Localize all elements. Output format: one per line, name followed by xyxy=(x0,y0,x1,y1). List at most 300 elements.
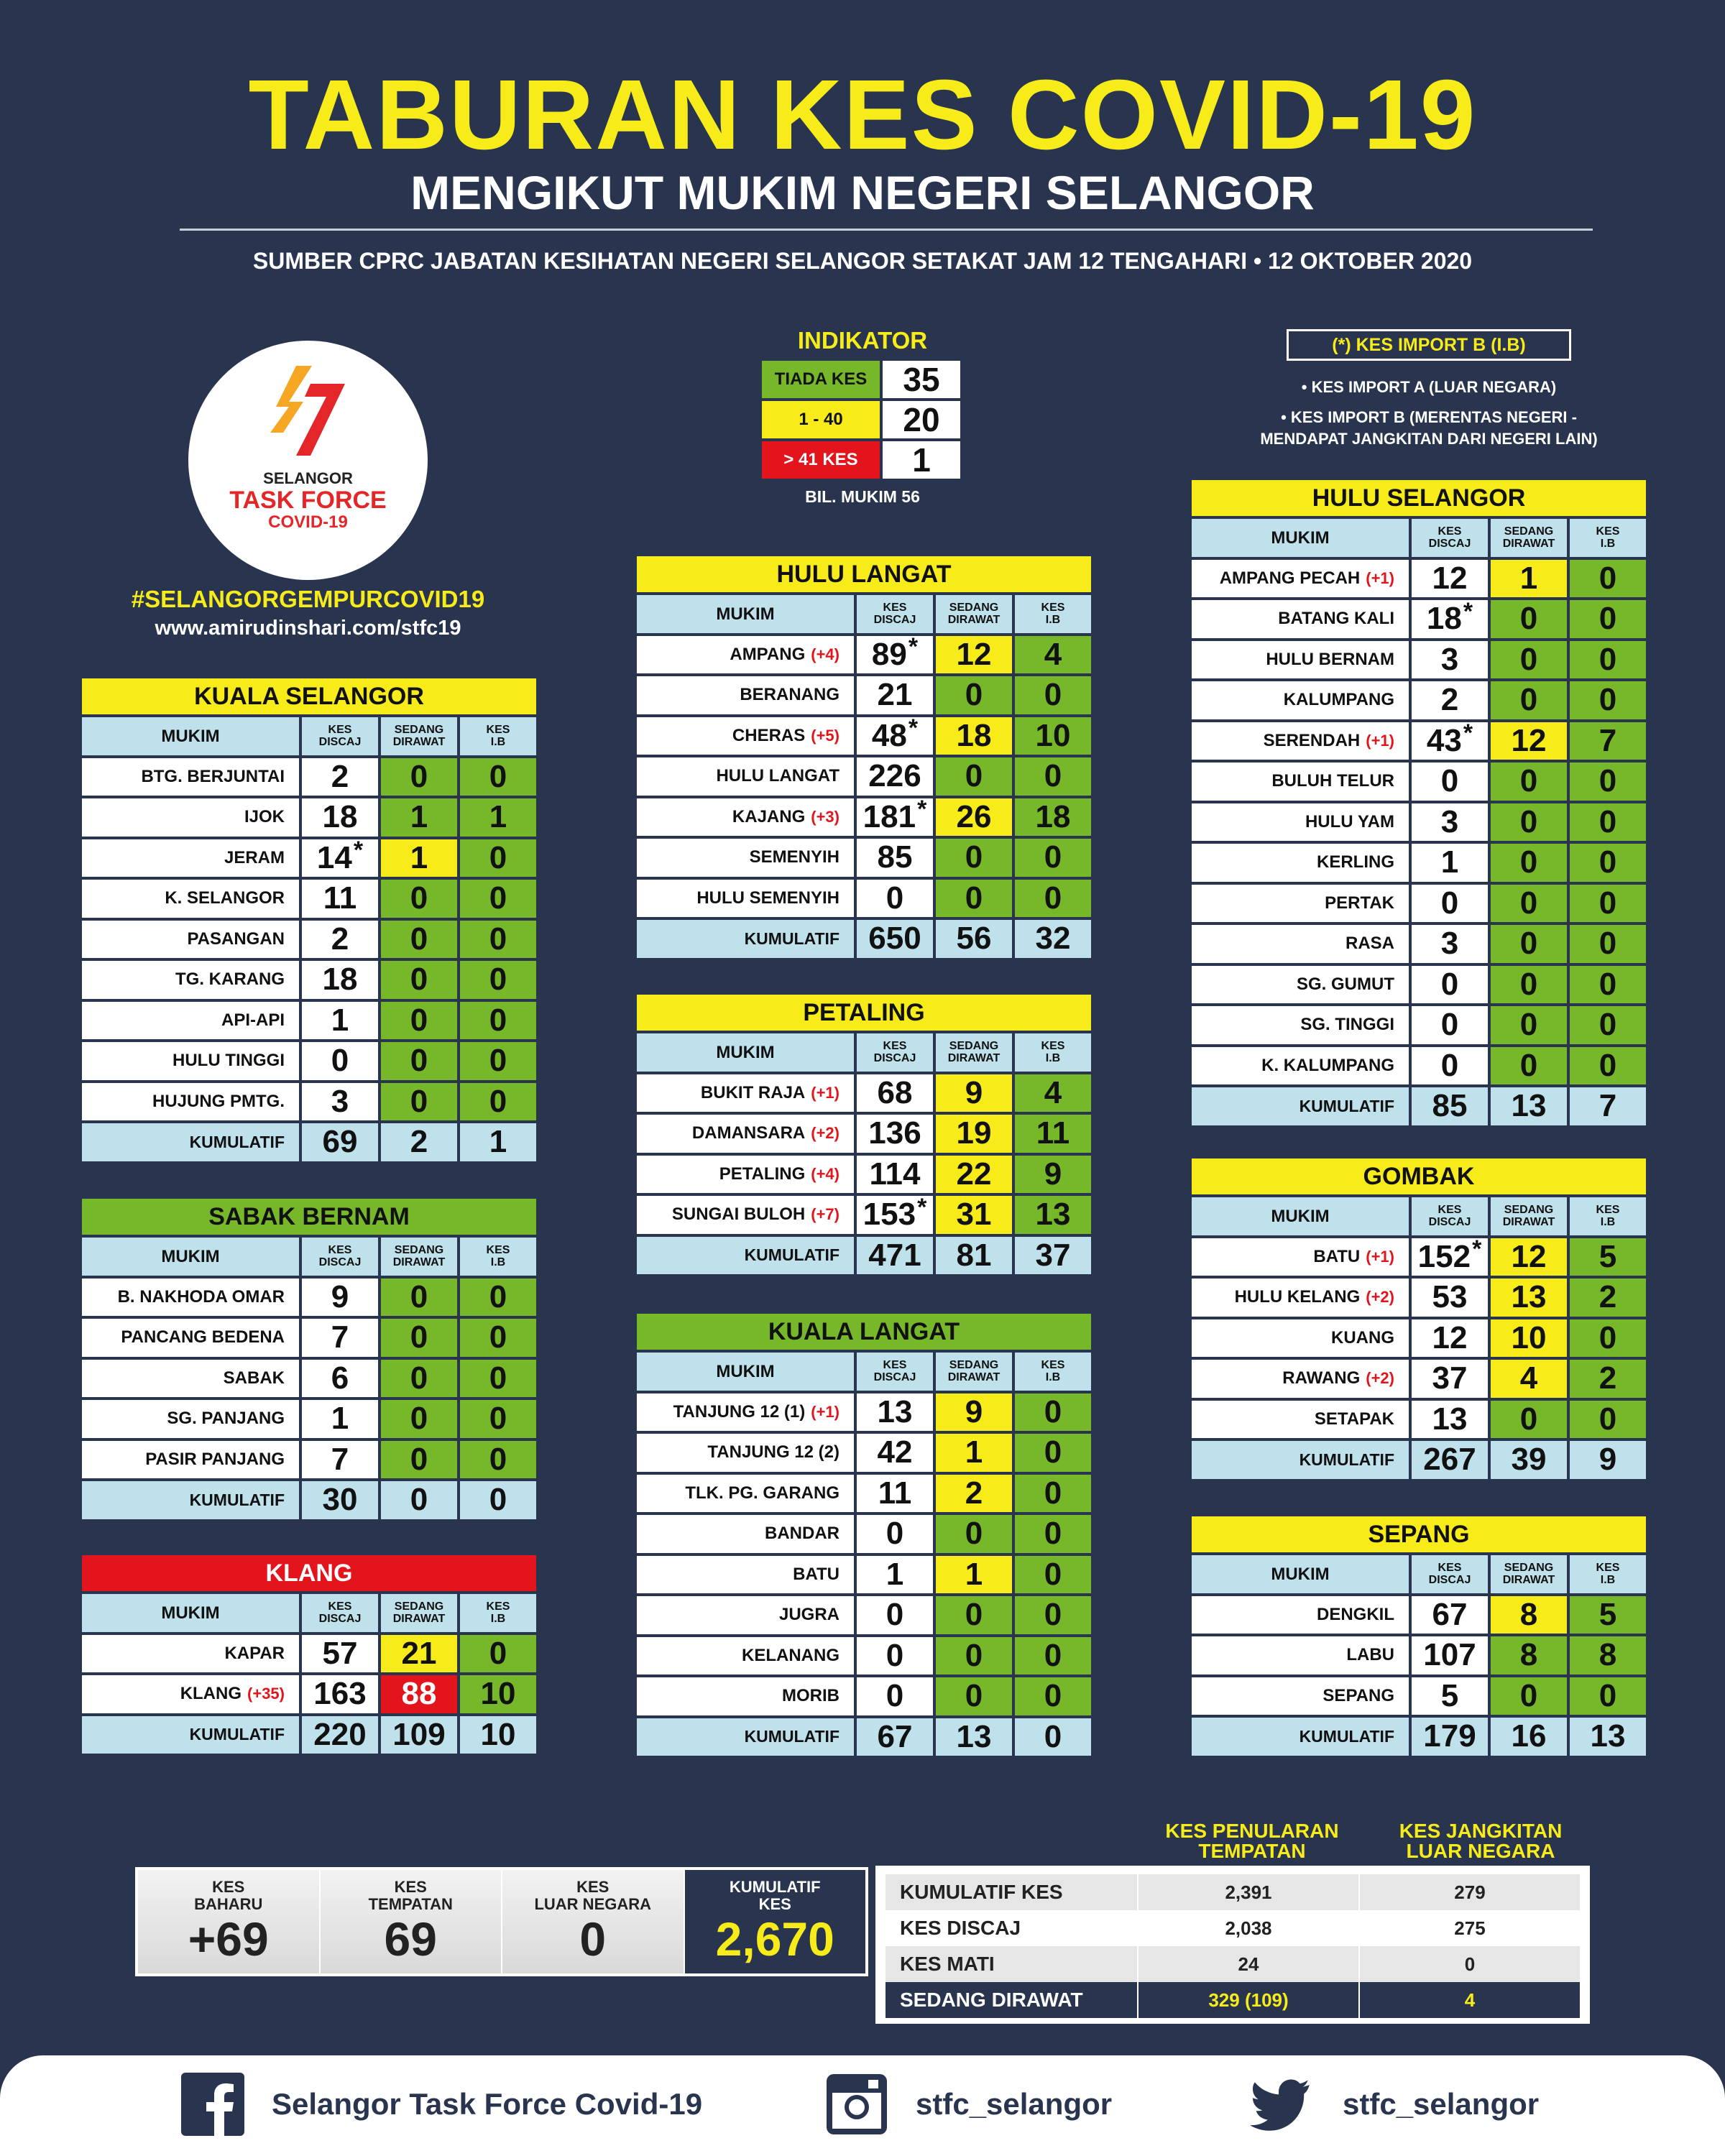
discaj-cell xyxy=(855,1676,934,1717)
dirawat-value: 0 xyxy=(380,1317,459,1358)
column-header-row xyxy=(635,1032,1092,1073)
discaj-cell xyxy=(300,1634,380,1674)
column-header-row xyxy=(635,1351,1092,1392)
twitter-handle[interactable]: stfc_selangor xyxy=(1343,2087,1540,2121)
dirawat-value: 0 xyxy=(380,1041,459,1082)
total-label: KUMULATIF xyxy=(80,1480,300,1521)
mukim-cell xyxy=(1190,964,1410,1005)
mukim-cell xyxy=(1190,1358,1410,1399)
dirawat-value: 1 xyxy=(934,1554,1013,1595)
ib-value: 0 xyxy=(459,1634,538,1674)
discaj-cell xyxy=(1410,1277,1489,1318)
discaj-cell xyxy=(855,635,934,676)
table-row xyxy=(635,1432,1092,1473)
ib-value: 0 xyxy=(459,959,538,1000)
import-a-note: • KES IMPORT A (LUAR NEGARA) xyxy=(1301,378,1557,396)
dirawat-value: 18 xyxy=(934,716,1013,757)
discaj-cell xyxy=(1410,1635,1489,1676)
table-row xyxy=(80,919,538,960)
col-ib-header xyxy=(1568,517,1647,558)
total-ib: 1 xyxy=(459,1122,538,1163)
col-ib-header xyxy=(459,1236,538,1277)
mukim-name: BATU xyxy=(1313,1246,1361,1266)
dirawat-value: 0 xyxy=(934,1636,1013,1677)
mukim-cell xyxy=(80,1317,300,1358)
discaj-value: 0 xyxy=(886,1637,904,1673)
case-change: (+2) xyxy=(1366,1369,1394,1388)
col-discaj-header xyxy=(300,1593,380,1634)
table-row xyxy=(1190,558,1647,599)
mukim-name: JERAM xyxy=(224,847,285,867)
table-row xyxy=(635,1636,1092,1677)
mukim-cell xyxy=(1190,1005,1410,1046)
mukim-cell xyxy=(80,838,300,879)
discaj-value: 6 xyxy=(331,1360,349,1396)
mukim-cell xyxy=(635,1554,855,1595)
mukim-name: TANJUNG 12 (2) xyxy=(707,1442,840,1462)
summary-label: KUMULATIF xyxy=(729,1878,821,1896)
facebook-handle[interactable]: Selangor Task Force Covid-19 xyxy=(272,2087,703,2121)
dirawat-value: 0 xyxy=(934,837,1013,878)
col-discaj-header-l2: DISCAJ xyxy=(1428,538,1471,550)
summary-row xyxy=(886,1910,1580,1946)
total-label: KUMULATIF xyxy=(1190,1716,1410,1757)
col-discaj-header-l1: KES xyxy=(328,1244,352,1257)
ib-value: 5 xyxy=(1568,1237,1647,1278)
col-dirawat-header-l2: DIRAWAT xyxy=(947,1371,1000,1384)
col-mukim-header: MUKIM xyxy=(635,1032,855,1073)
ib-value: 0 xyxy=(459,757,538,798)
dirawat-value: 0 xyxy=(934,1514,1013,1554)
total-discaj: 30 xyxy=(300,1480,380,1521)
discaj-cell xyxy=(1410,923,1489,964)
discaj-cell xyxy=(300,1399,380,1439)
indicator-title: INDIKATOR xyxy=(797,327,928,354)
table-row xyxy=(1190,1005,1647,1046)
ib-value: 0 xyxy=(1013,1432,1092,1473)
col-dirawat-header-l2: DIRAWAT xyxy=(392,1256,446,1269)
mukim-cell xyxy=(80,878,300,919)
discaj-value: 11 xyxy=(878,1475,912,1511)
discaj-cell xyxy=(855,1073,934,1114)
twitter-icon[interactable] xyxy=(1249,2073,1312,2136)
summary-foreign-value: 275 xyxy=(1358,1910,1580,1946)
ib-value: 0 xyxy=(1013,1595,1092,1636)
col-ib-header xyxy=(1013,594,1092,635)
mukim-cell xyxy=(1190,1046,1410,1087)
discaj-value: 152 xyxy=(1417,1238,1471,1274)
ib-value: 0 xyxy=(1013,837,1092,878)
dirawat-value: 22 xyxy=(934,1154,1013,1195)
case-change: (+5) xyxy=(811,726,840,745)
col-ib-header-l1: KES xyxy=(1596,525,1620,538)
table-row xyxy=(635,1554,1092,1595)
ib-value: 4 xyxy=(1013,635,1092,676)
ib-value: 2 xyxy=(1568,1358,1647,1399)
summary-row-label: KES MATI xyxy=(886,1946,1137,1982)
summary-label: LUAR NEGARA xyxy=(534,1895,652,1913)
selangor-s-logo-icon xyxy=(260,362,356,463)
col-discaj-header-l1: KES xyxy=(883,602,907,614)
table-row xyxy=(80,1277,538,1318)
table-row xyxy=(635,1595,1092,1636)
ib-value: 0 xyxy=(459,878,538,919)
mukim-name: PERTAK xyxy=(1325,893,1394,913)
total-row xyxy=(635,1717,1092,1758)
discaj-cell xyxy=(1410,802,1489,843)
col-discaj-header xyxy=(855,594,934,635)
summary-label: KES xyxy=(394,1878,427,1896)
col-discaj-header-l1: KES xyxy=(328,1600,352,1613)
mukim-cell xyxy=(1190,1635,1410,1676)
mukim-name: AMPANG xyxy=(730,644,806,664)
table-row xyxy=(635,1392,1092,1433)
table-row xyxy=(80,1317,538,1358)
district-table-petaling xyxy=(635,993,1092,1276)
col-dirawat-header-l1: SEDANG xyxy=(1504,1562,1554,1575)
summary-boxes xyxy=(135,1867,868,1976)
discaj-cell xyxy=(855,1554,934,1595)
mukim-cell xyxy=(635,756,855,797)
summary-local-value: 329 (109) xyxy=(1137,1982,1358,2018)
dirawat-value: 0 xyxy=(380,1277,459,1318)
discaj-cell xyxy=(855,797,934,838)
discaj-cell xyxy=(300,1439,380,1480)
table-row xyxy=(1190,761,1647,802)
summary-foreign-value: 279 xyxy=(1358,1874,1580,1910)
total-ib: 37 xyxy=(1013,1235,1092,1276)
mukim-name: HUJUNG PMTG. xyxy=(152,1091,285,1111)
discaj-cell xyxy=(300,797,380,838)
summary-col-foreign xyxy=(1370,1821,1591,1861)
col-discaj-header-l1: KES xyxy=(1438,1562,1462,1575)
discaj-value: 12 xyxy=(1432,1319,1468,1355)
discaj-cell xyxy=(1410,1318,1489,1359)
total-dirawat: 13 xyxy=(934,1717,1013,1758)
ib-value: 10 xyxy=(1013,716,1092,757)
mukim-cell xyxy=(635,1636,855,1677)
discaj-value: 2 xyxy=(331,758,349,794)
table-row xyxy=(1190,802,1647,843)
summary-new-cases xyxy=(138,1870,319,1973)
mukim-cell xyxy=(635,797,855,838)
table-row xyxy=(80,1358,538,1399)
summary-row-label: KES DISCAJ xyxy=(886,1910,1137,1946)
column-header-row xyxy=(80,1236,538,1277)
column-header-row xyxy=(80,716,538,757)
mukim-cell xyxy=(1190,640,1410,681)
mukim-name: PASANGAN xyxy=(187,929,285,949)
dirawat-value: 0 xyxy=(380,1358,459,1399)
col-dirawat-header-l1: SEDANG xyxy=(949,1040,999,1053)
mukim-name: API-API xyxy=(221,1010,285,1030)
discaj-cell xyxy=(1410,1237,1489,1278)
dirawat-value: 31 xyxy=(934,1194,1013,1235)
col-mukim-header: MUKIM xyxy=(80,1236,300,1277)
summary-col-label: KES JANGKITAN xyxy=(1399,1820,1563,1842)
mukim-name: SG. TINGGI xyxy=(1300,1015,1394,1035)
mukim-cell xyxy=(635,837,855,878)
discaj-cell xyxy=(1410,964,1489,1005)
summary-label: KES xyxy=(576,1878,610,1896)
header-divider xyxy=(180,229,1593,231)
dirawat-value: 12 xyxy=(1489,1237,1568,1278)
dirawat-value: 0 xyxy=(1489,842,1568,883)
instagram-icon[interactable] xyxy=(825,2073,888,2136)
total-label: KUMULATIF xyxy=(635,918,855,959)
mukim-cell xyxy=(1190,1399,1410,1440)
summary-table xyxy=(875,1866,1590,2024)
total-row xyxy=(635,918,1092,959)
case-change: (+4) xyxy=(811,645,840,663)
case-change: (+3) xyxy=(811,807,840,826)
col-ib-header-l2: I.B xyxy=(1045,1371,1061,1384)
col-ib-header xyxy=(459,716,538,757)
table-row xyxy=(80,959,538,1000)
dirawat-value: 21 xyxy=(380,1634,459,1674)
website-link[interactable]: www.amirudinshari.com/stfc19 xyxy=(155,617,461,640)
mukim-cell xyxy=(635,1473,855,1514)
ib-value: 0 xyxy=(1568,1399,1647,1440)
summary-row xyxy=(886,1874,1580,1910)
table-row xyxy=(1190,1595,1647,1636)
table-row xyxy=(1190,842,1647,883)
ib-value: 0 xyxy=(459,1399,538,1439)
mukim-cell xyxy=(80,1399,300,1439)
dirawat-value: 0 xyxy=(1489,802,1568,843)
mukim-name: BERANANG xyxy=(740,685,840,705)
indicator-value: 35 xyxy=(881,359,962,400)
mukim-cell xyxy=(80,1082,300,1123)
discaj-cell xyxy=(1410,721,1489,762)
mukim-name: KELANANG xyxy=(742,1645,840,1665)
col-dirawat-header-l2: DIRAWAT xyxy=(947,614,1000,627)
col-ib-header-l1: KES xyxy=(1041,602,1065,614)
case-change: (+35) xyxy=(247,1685,285,1703)
discaj-cell xyxy=(300,919,380,960)
table-row xyxy=(1190,923,1647,964)
mukim-name: TANJUNG 12 (1) xyxy=(673,1401,806,1422)
mukim-cell xyxy=(80,919,300,960)
col-ib-header-l1: KES xyxy=(486,724,510,737)
col-discaj-header-l1: KES xyxy=(883,1359,907,1372)
col-ib-header-l2: I.B xyxy=(490,1613,506,1626)
discaj-value: 37 xyxy=(1432,1360,1468,1396)
discaj-value: 3 xyxy=(1440,926,1459,962)
district-table-kuala-langat xyxy=(635,1312,1092,1757)
ib-value: 4 xyxy=(1013,1073,1092,1114)
table-row xyxy=(1190,680,1647,721)
indicator-label: > 41 KES xyxy=(760,440,881,480)
total-discaj: 69 xyxy=(300,1122,380,1163)
col-discaj-header-l2: DISCAJ xyxy=(318,736,362,749)
discaj-value: 18 xyxy=(1426,601,1462,637)
dirawat-value: 0 xyxy=(380,1082,459,1123)
col-dirawat-header-l1: SEDANG xyxy=(949,1359,999,1372)
district-table-hulu-selangor xyxy=(1190,479,1647,1127)
col-discaj-header-l1: KES xyxy=(1438,1204,1462,1217)
mukim-name: SUNGAI BULOH xyxy=(671,1204,806,1225)
total-ib: 7 xyxy=(1568,1086,1647,1127)
indicator-value: 20 xyxy=(881,400,962,440)
col-ib-header-l2: I.B xyxy=(1600,1216,1616,1229)
col-ib-header xyxy=(1568,1554,1647,1595)
table-row xyxy=(1190,1358,1647,1399)
ib-value: 0 xyxy=(1013,1676,1092,1717)
table-row xyxy=(635,878,1092,919)
mukim-cell xyxy=(80,797,300,838)
col-dirawat-header-l1: SEDANG xyxy=(949,602,999,614)
col-dirawat-header xyxy=(1489,1196,1568,1237)
discaj-value: 0 xyxy=(1440,966,1459,1002)
case-change: (+1) xyxy=(1366,1247,1394,1266)
mukim-name: DENGKIL xyxy=(1317,1604,1394,1624)
discaj-value: 18 xyxy=(322,962,358,998)
total-dirawat: 56 xyxy=(934,918,1013,959)
col-ib-header-l2: I.B xyxy=(1045,1052,1061,1065)
ib-value: 1 xyxy=(459,797,538,838)
total-dirawat: 109 xyxy=(380,1715,459,1756)
indicator-label: TIADA KES xyxy=(760,359,881,400)
mukim-cell xyxy=(80,959,300,1000)
discaj-value: 0 xyxy=(886,1516,904,1552)
ib-value: 0 xyxy=(1013,1514,1092,1554)
discaj-value: 14 xyxy=(316,839,352,875)
col-mukim-header: MUKIM xyxy=(80,1593,300,1634)
discaj-cell xyxy=(855,837,934,878)
table-row xyxy=(1190,721,1647,762)
col-ib-header-l1: KES xyxy=(1596,1562,1620,1575)
total-ib: 32 xyxy=(1013,918,1092,959)
discaj-cell xyxy=(300,1082,380,1123)
mukim-cell xyxy=(1190,1676,1410,1717)
column-header-row xyxy=(80,1593,538,1634)
district-table-hulu-langat xyxy=(635,555,1092,959)
col-dirawat-header-l2: DIRAWAT xyxy=(947,1052,1000,1065)
total-ib: 0 xyxy=(1013,1717,1092,1758)
discaj-cell xyxy=(300,757,380,798)
dirawat-value: 0 xyxy=(1489,883,1568,924)
mukim-cell xyxy=(1190,1595,1410,1636)
total-dirawat: 81 xyxy=(934,1235,1013,1276)
discaj-cell xyxy=(855,675,934,716)
discaj-value: 1 xyxy=(886,1556,904,1592)
table-row xyxy=(1190,1399,1647,1440)
col-dirawat-header xyxy=(1489,1554,1568,1595)
dirawat-value: 13 xyxy=(1489,1277,1568,1318)
case-change: (+1) xyxy=(1366,568,1394,587)
import-b-marker: * xyxy=(353,837,364,865)
col-ib-header-l2: I.B xyxy=(1045,614,1061,627)
mukim-cell xyxy=(1190,1318,1410,1359)
mukim-name: JUGRA xyxy=(778,1605,840,1625)
discaj-cell xyxy=(1410,599,1489,640)
col-ib-header-l1: KES xyxy=(1041,1040,1065,1053)
instagram-handle[interactable]: stfc_selangor xyxy=(916,2087,1113,2121)
col-mukim-header: MUKIM xyxy=(1190,517,1410,558)
mukim-name: SETAPAK xyxy=(1314,1409,1394,1429)
mukim-name: KAPAR xyxy=(224,1643,285,1663)
discaj-value: 1 xyxy=(331,1002,349,1038)
mukim-name: MORIB xyxy=(782,1686,840,1706)
mukim-cell xyxy=(635,1154,855,1195)
col-dirawat-header xyxy=(934,1032,1013,1073)
total-label: KUMULATIF xyxy=(80,1715,300,1756)
dirawat-value: 0 xyxy=(934,1676,1013,1717)
ib-value: 0 xyxy=(1013,1473,1092,1514)
mukim-cell xyxy=(80,1439,300,1480)
col-dirawat-header-l1: SEDANG xyxy=(1504,525,1554,538)
mukim-name: SABAK xyxy=(223,1368,285,1388)
summary-label: BAHARU xyxy=(194,1895,263,1913)
discaj-cell xyxy=(855,1636,934,1677)
import-b-marker: * xyxy=(908,714,919,742)
district-table-sepang xyxy=(1190,1515,1647,1757)
mukim-cell xyxy=(1190,761,1410,802)
dirawat-value: 0 xyxy=(1489,680,1568,721)
col-discaj-header xyxy=(1410,1554,1489,1595)
import-b-marker: * xyxy=(917,1193,927,1221)
import-b-note-cont: MENDAPAT JANGKITAN DARI NEGERI LAIN) xyxy=(1260,430,1598,448)
mukim-name: K. SELANGOR xyxy=(165,888,285,908)
col-discaj-header xyxy=(1410,517,1489,558)
summary-row-label: KUMULATIF KES xyxy=(886,1874,1137,1910)
table-row xyxy=(1190,1318,1647,1359)
discaj-cell xyxy=(300,1041,380,1082)
dirawat-value: 0 xyxy=(934,675,1013,716)
discaj-cell xyxy=(300,878,380,919)
col-discaj-header-l2: DISCAJ xyxy=(873,614,916,627)
col-discaj-header-l2: DISCAJ xyxy=(873,1371,916,1384)
discaj-value: 2 xyxy=(1440,682,1459,718)
mukim-name: SEMENYIH xyxy=(749,847,840,867)
discaj-cell xyxy=(855,1432,934,1473)
discaj-cell xyxy=(300,1277,380,1318)
table-row xyxy=(80,1674,538,1715)
discaj-value: 67 xyxy=(1432,1596,1468,1632)
col-discaj-header xyxy=(855,1351,934,1392)
col-mukim-header: MUKIM xyxy=(1190,1554,1410,1595)
mukim-name: BATANG KALI xyxy=(1278,609,1394,629)
ib-value: 11 xyxy=(1013,1113,1092,1154)
table-row xyxy=(1190,1277,1647,1318)
mukim-cell xyxy=(80,1041,300,1082)
discaj-cell xyxy=(1410,883,1489,924)
discaj-cell xyxy=(1410,1358,1489,1399)
mukim-name: SG. PANJANG xyxy=(167,1409,285,1429)
ib-value: 0 xyxy=(1013,1636,1092,1677)
discaj-cell xyxy=(855,1595,934,1636)
discaj-value: 5 xyxy=(1440,1677,1459,1713)
district-name: GOMBAK xyxy=(1190,1157,1647,1196)
district-name: KUALA SELANGOR xyxy=(80,677,538,716)
case-change: (+1) xyxy=(811,1402,840,1421)
discaj-cell xyxy=(855,1154,934,1195)
ib-value: 0 xyxy=(459,838,538,879)
ib-value: 0 xyxy=(1568,640,1647,681)
discaj-value: 0 xyxy=(886,1597,904,1633)
table-row xyxy=(80,757,538,798)
mukim-name: KUANG xyxy=(1331,1327,1394,1348)
mukim-name: KLANG xyxy=(180,1684,242,1704)
facebook-icon[interactable] xyxy=(181,2073,244,2136)
mukim-name: HULU SEMENYIH xyxy=(696,888,840,908)
district-table-kuala-selangor xyxy=(80,677,538,1163)
ib-value: 0 xyxy=(1568,883,1647,924)
ib-value: 0 xyxy=(459,919,538,960)
ib-value: 0 xyxy=(1568,680,1647,721)
col-ib-header-l2: I.B xyxy=(490,1256,506,1269)
